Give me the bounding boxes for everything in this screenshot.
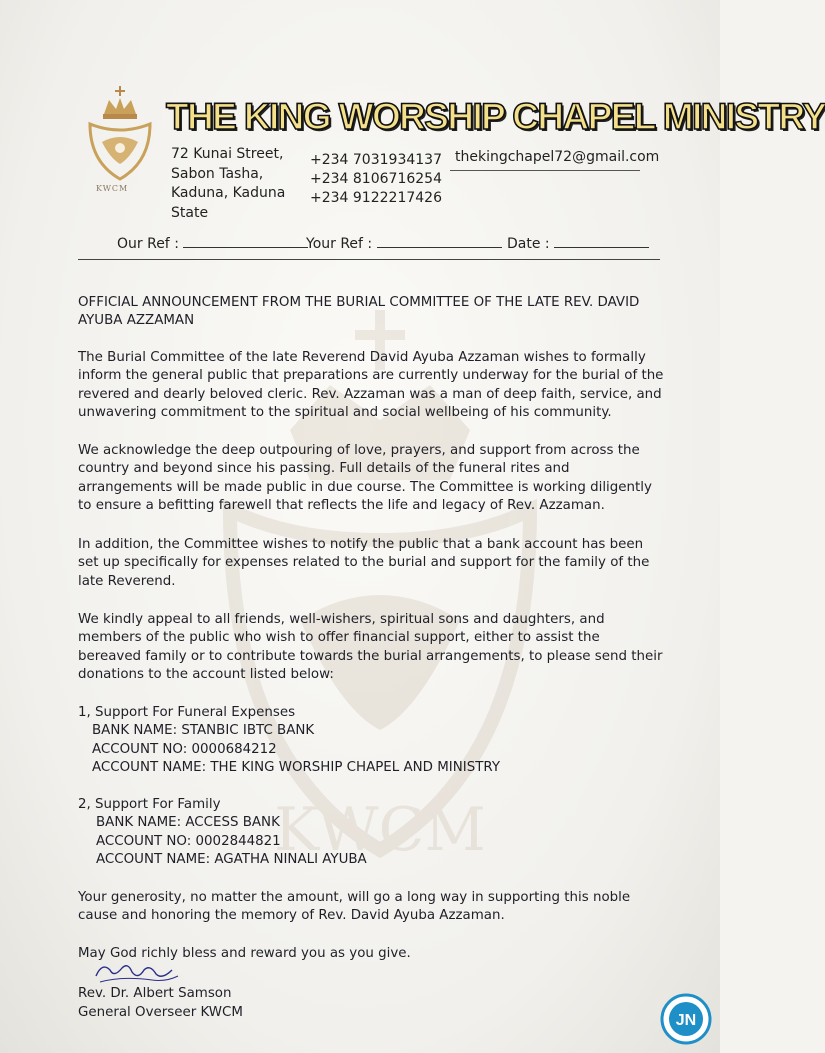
paragraph-intro	[78, 349, 664, 422]
organization-title: THE KING WORSHIP CHAPEL MINISTRY	[166, 96, 825, 137]
announcement-heading	[78, 294, 664, 331]
closing-text: May God richly bless and reward you as you give.	[78, 946, 411, 961]
phone-number: +234 9122217426	[310, 190, 442, 206]
heading-line: AYUBA AZZAMAN	[78, 313, 195, 329]
paragraph-gratitude	[78, 889, 664, 926]
our-ref-blank	[183, 235, 308, 248]
address-line: Kaduna, Kaduna	[171, 185, 286, 201]
your-ref-label: Your Ref :	[306, 236, 373, 252]
email-underline	[450, 170, 640, 171]
email-address: thekingchapel72@gmail.com	[455, 149, 660, 165]
jn-badge-icon	[660, 993, 712, 1045]
address-line: Sabon Tasha,	[171, 165, 264, 182]
paragraph-text: Your generosity, no matter the amount, will go a long way in supporting this noble cause and honoring the memory of Rev. David Ayuba Azzaman.	[78, 890, 631, 924]
phone-number: +234 7031934137	[310, 152, 442, 168]
paragraph-text: The Burial Committee of the late Reverend David Ayuba Azzaman wishes to formally inform the general public that preparations are currently underway for the burial of the revered and dearly beloved cleric. Rev. Azzaman was a man of deep faith, service, and unwavering commitment to the spiritual and social wellbeing of his community.	[78, 350, 664, 420]
signatory-block	[78, 984, 243, 1022]
account-number: ACCOUNT NO: 0002844821	[96, 833, 281, 849]
paragraph-bank-account	[78, 536, 664, 591]
header-divider	[78, 259, 660, 260]
bank-name: BANK NAME: ACCESS BANK	[96, 815, 280, 831]
your-ref-field	[306, 235, 502, 252]
account-title: 2, Support For Family	[78, 797, 221, 812]
account-family-support	[78, 796, 367, 869]
phone-number: +234 8106716254	[310, 171, 442, 187]
date-field	[507, 235, 649, 252]
account-title: 1, Support For Funeral Expenses	[78, 705, 296, 720]
our-ref-label: Our Ref :	[117, 236, 179, 252]
paragraph-text: We kindly appeal to all friends, well-wishers, spiritual sons and daughters, and members of the public who wish to offer financial support, either to assist the bereaved family or to contribute towards the burial arrangements, to please send their donations to the account listed below:	[78, 612, 663, 682]
date-blank	[554, 235, 649, 248]
svg-text:KWCM: KWCM	[274, 795, 486, 865]
address-line: 72 Kunai Street,	[171, 146, 284, 162]
logo-caption: KWCM	[96, 184, 129, 193]
paragraph-appeal	[78, 611, 664, 684]
account-number: ACCOUNT NO: 0000684212	[92, 741, 277, 757]
bank-name: BANK NAME: STANBIC IBTC BANK	[92, 723, 315, 739]
your-ref-blank	[377, 235, 502, 248]
date-label: Date :	[507, 236, 550, 252]
paragraph-acknowledgement	[78, 442, 664, 515]
ministry-logo	[80, 84, 160, 199]
account-funeral-expenses	[78, 704, 500, 777]
phone-block	[310, 151, 442, 208]
signatory-title: General Overseer KWCM	[78, 1005, 243, 1020]
paragraph-text: We acknowledge the deep outpouring of love, prayers, and support from across the country and beyond since his passing. Full details of the funeral rites and arrangements will be made public in due course. The Committee is working diligently to ensure a befitting farewell that reflects the life and legacy of Rev. Azzaman.	[78, 443, 652, 513]
heading-line: OFFICIAL ANNOUNCEMENT FROM THE BURIAL COMMITTEE OF THE LATE REV. DAVID	[78, 295, 640, 310]
address-line: State	[171, 204, 209, 221]
badge-text: JN	[675, 1012, 697, 1029]
account-name: ACCOUNT NAME: AGATHA NINALI AYUBA	[96, 851, 367, 867]
account-name: ACCOUNT NAME: THE KING WORSHIP CHAPEL AND MINISTRY	[92, 759, 501, 775]
signatory-name: Rev. Dr. Albert Samson	[78, 986, 232, 1001]
paragraph-text: In addition, the Committee wishes to notify the public that a bank account has been set up specifically for expenses related to the burial and support for the family of the late Reverend.	[78, 537, 650, 589]
our-ref-field	[117, 235, 308, 252]
address-block	[171, 145, 285, 223]
